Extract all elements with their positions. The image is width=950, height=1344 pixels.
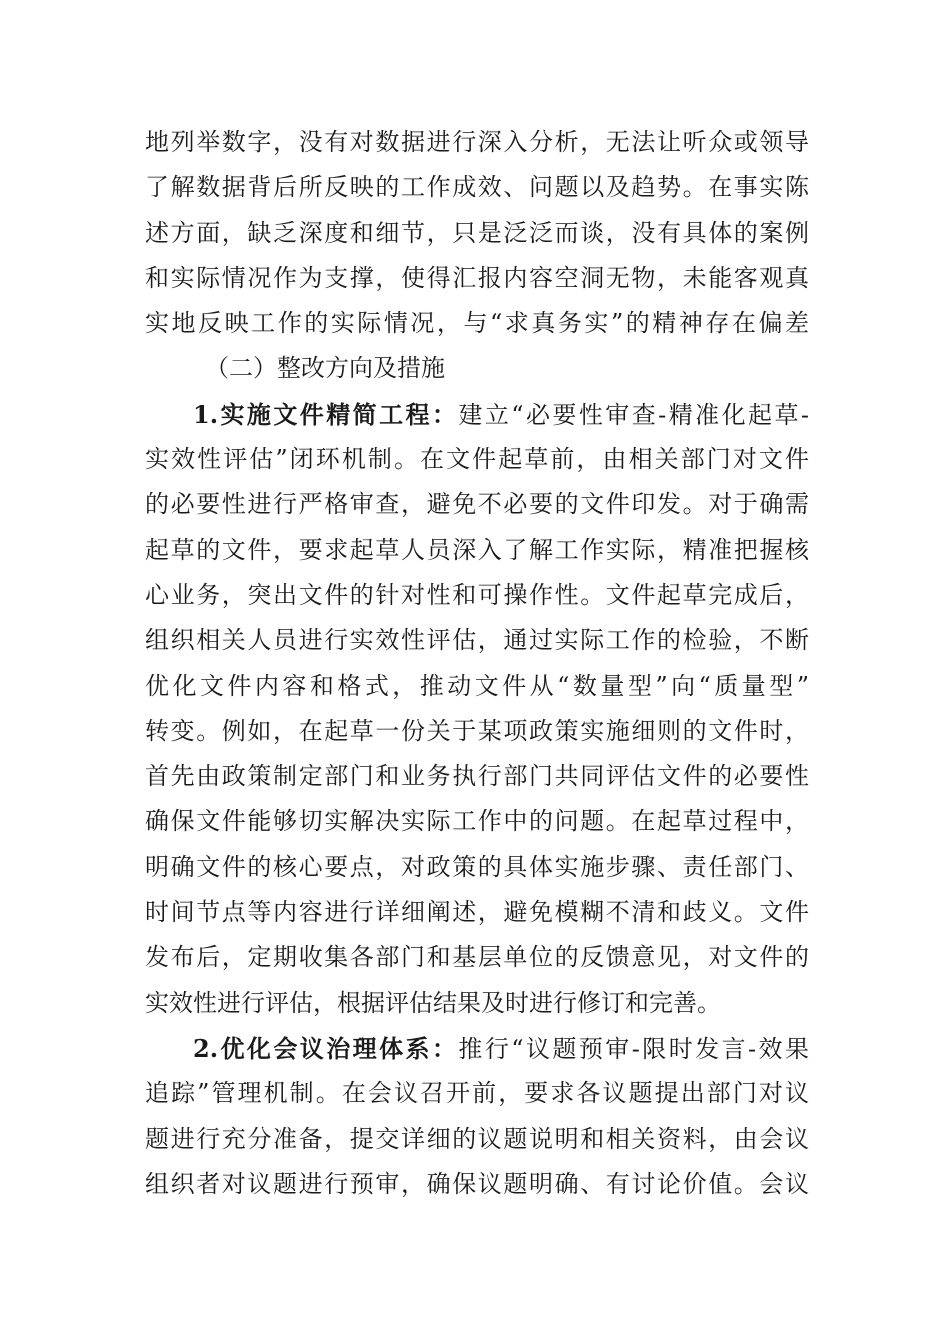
text-line: 转变。例如，在起草一份关于某项政策实施细则的文件时，: [145, 716, 809, 745]
text-line: 地列举数字，没有对数据进行深入分析，无法让听众或领导: [145, 128, 809, 156]
text-line: 实效性进行评估，根据评估结果及时进行修订和完善。: [145, 988, 721, 1017]
text-line: 明确文件的核心要点，对政策的具体实施步骤、责任部门、: [145, 852, 809, 881]
text-line: 题进行充分准备，提交详细的议题说明和相关资料，由会议: [145, 1124, 809, 1153]
item-first-line: [145, 1026, 809, 1071]
text-line: 组织相关人员进行实效性评估，通过实际工作的检验，不断: [145, 626, 809, 655]
item-first-line-text: 推行“议题预审-限时发言-效果: [458, 1034, 809, 1063]
paragraph-continuation: [145, 120, 809, 346]
text-line: 的必要性进行严格审查，避免不必要的文件印发。对于确需: [145, 490, 809, 519]
text-line: 实地反映工作的实际情况，与“求真务实”的精神存在偏差: [145, 309, 809, 338]
text-line: 心业务，突出文件的针对性和可操作性。文件起草完成后，: [145, 580, 809, 609]
text-line: 组织者对议题进行预审，确保议题明确、有讨论价值。会议: [145, 1169, 809, 1198]
text-line: 时间节点等内容进行详细阐述，避免模糊不清和歧义。文件: [145, 898, 809, 927]
text-line: 述方面，缺乏深度和细节，只是泛泛而谈，没有具体的案例: [145, 218, 809, 247]
text-line: 首先由政策制定部门和业务执行部门共同评估文件的必要性: [145, 762, 809, 791]
text-line: 发布后，定期收集各部门和基层单位的反馈意见，对文件的: [145, 943, 809, 972]
item-title: 2.优化会议治理体系：: [193, 1033, 459, 1063]
item-first-line-text: 建立“必要性审查-精准化起草-: [458, 400, 809, 429]
paragraph-item-2: [145, 1026, 809, 1207]
text-line: 优化文件内容和格式，推动文件从“数量型”向“质量型”: [145, 671, 809, 700]
text-line: 追踪”管理机制。在会议召开前，要求各议题提出部门对议: [145, 1079, 809, 1108]
item-first-line: [145, 392, 809, 437]
text-line: 实效性评估”闭环机制。在文件起草前，由相关部门对文件: [145, 445, 809, 474]
item-title: 1.实施文件精简工程：: [193, 399, 459, 429]
text-line: 和实际情况作为支撑，使得汇报内容空洞无物，未能客观真: [145, 263, 809, 292]
paragraph-item-1: [145, 392, 809, 1026]
text-line: 确保文件能够切实解决实际工作中的问题。在起草过程中，: [145, 807, 809, 836]
text-line: 了解数据背后所反映的工作成效、问题以及趋势。在事实陈: [145, 173, 809, 202]
document-body: [145, 120, 809, 1207]
text-line: 起草的文件，要求起草人员深入了解工作实际，精准把握核: [145, 535, 809, 564]
section-heading: （二）整改方向及措施: [205, 354, 445, 383]
